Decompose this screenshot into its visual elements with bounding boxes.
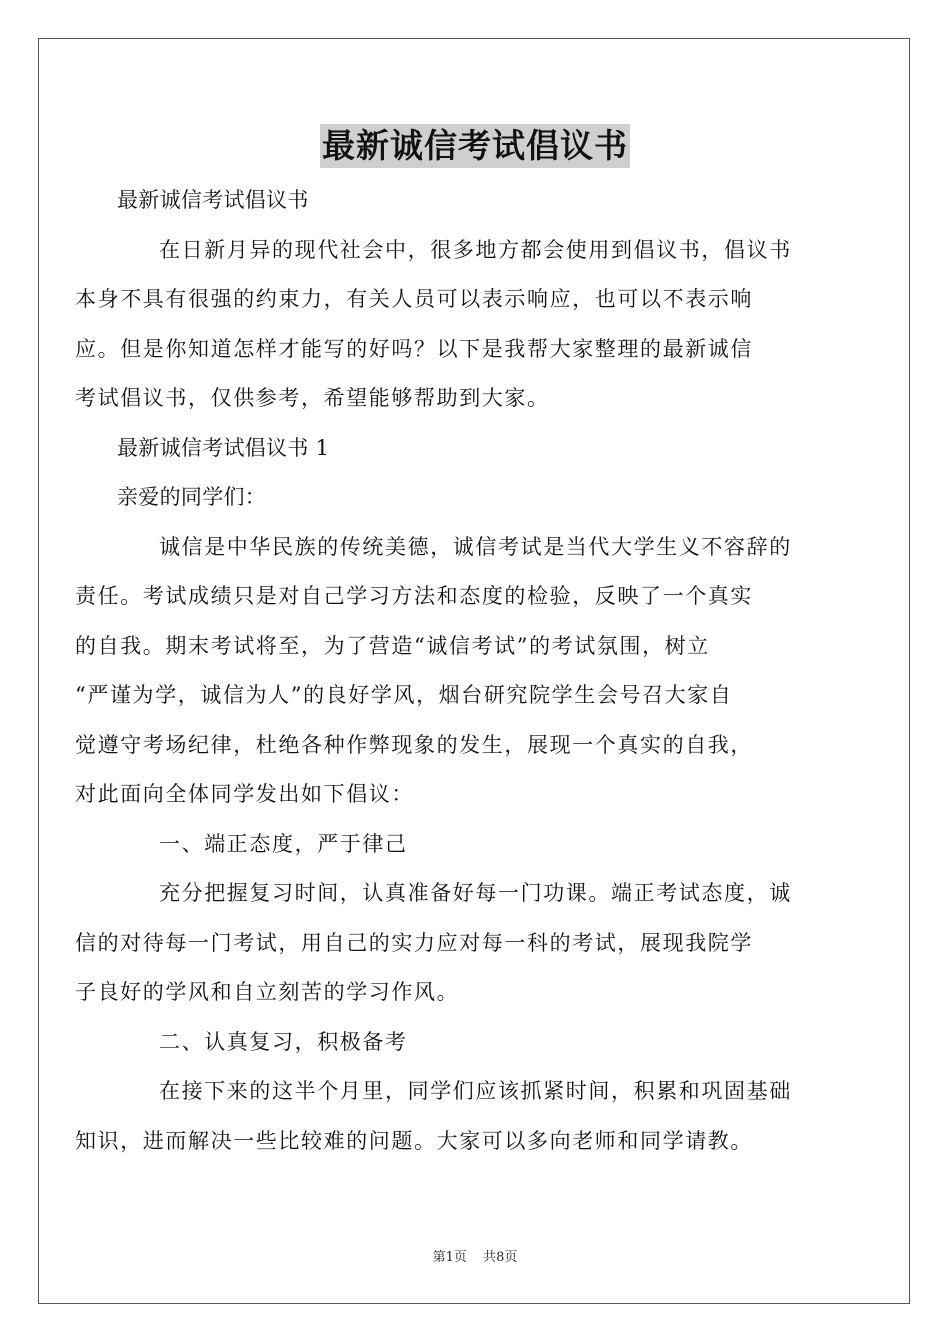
point-heading-text: 二、认真复习，积极备考	[159, 1029, 408, 1054]
paragraph-line: 知识，进而解决一些比较难的问题。大家可以多向老师和同学请教。	[75, 1128, 753, 1153]
paragraph-line: 责任。考试成绩只是对自己学习方法和态度的检验，反映了一个真实	[75, 584, 753, 608]
page-footer	[0, 1246, 950, 1265]
page-title: 最新诚信考试倡议书	[320, 124, 630, 168]
paragraph-line: 对此面向全体同学发出如下倡议：	[75, 782, 414, 806]
point-heading-text: 一、端正态度，严于律己	[159, 831, 408, 856]
body-paragraph	[75, 523, 833, 820]
page-number: 第1页	[432, 1250, 467, 1265]
salutation: 亲爱的同学们：	[117, 485, 267, 509]
point2-paragraph	[75, 1067, 833, 1166]
intro-paragraph	[75, 226, 833, 424]
section-heading: 最新诚信考试倡议书 1	[117, 435, 330, 460]
paragraph-line: 子良好的学风和自立刻苦的学习作风。	[75, 980, 460, 1004]
point1-heading	[117, 820, 833, 870]
point1-paragraph	[75, 869, 833, 1018]
paragraph-line: 充分把握复习时间，认真准备好每一门功课。端正考试态度，诚	[159, 881, 792, 905]
point2-heading	[117, 1018, 833, 1068]
paragraph-line: 诚信是中华民族的传统美德，诚信考试是当代大学生义不容辞的	[159, 534, 792, 559]
document-subtitle: 最新诚信考试倡议书	[117, 188, 309, 212]
paragraph-line: 应。但是你知道怎样才能写的好吗？以下是我帮大家整理的最新诚信	[75, 336, 753, 361]
paragraph-line: 在接下来的这半个月里，同学们应该抓紧时间，积累和巩固基础	[159, 1079, 792, 1103]
paragraph-line: “严谨为学，诚信为人”的良好学风，烟台研究院学生会号召大家自	[75, 683, 733, 707]
document-body	[75, 176, 833, 1166]
title-container	[0, 124, 950, 168]
paragraph-line: 在日新月异的现代社会中，很多地方都会使用到倡议书，倡议书	[159, 237, 792, 262]
paragraph-line: 信的对待每一门考试，用自己的实力应对每一科的考试，展现我院学	[75, 930, 753, 955]
paragraph-line: 的自我。期末考试将至，为了营造“诚信考试”的考试氛围，树立	[75, 633, 710, 658]
page-total: 共8页	[483, 1250, 518, 1265]
paragraph-line: 考试倡议书，仅供参考，希望能够帮助到大家。	[75, 386, 550, 410]
paragraph-line: 本身不具有很强的约束力，有关人员可以表示响应，也可以不表示响	[75, 287, 753, 311]
paragraph-line: 觉遵守考场纪律，杜绝各种作弊现象的发生，展现一个真实的自我，	[75, 732, 753, 757]
